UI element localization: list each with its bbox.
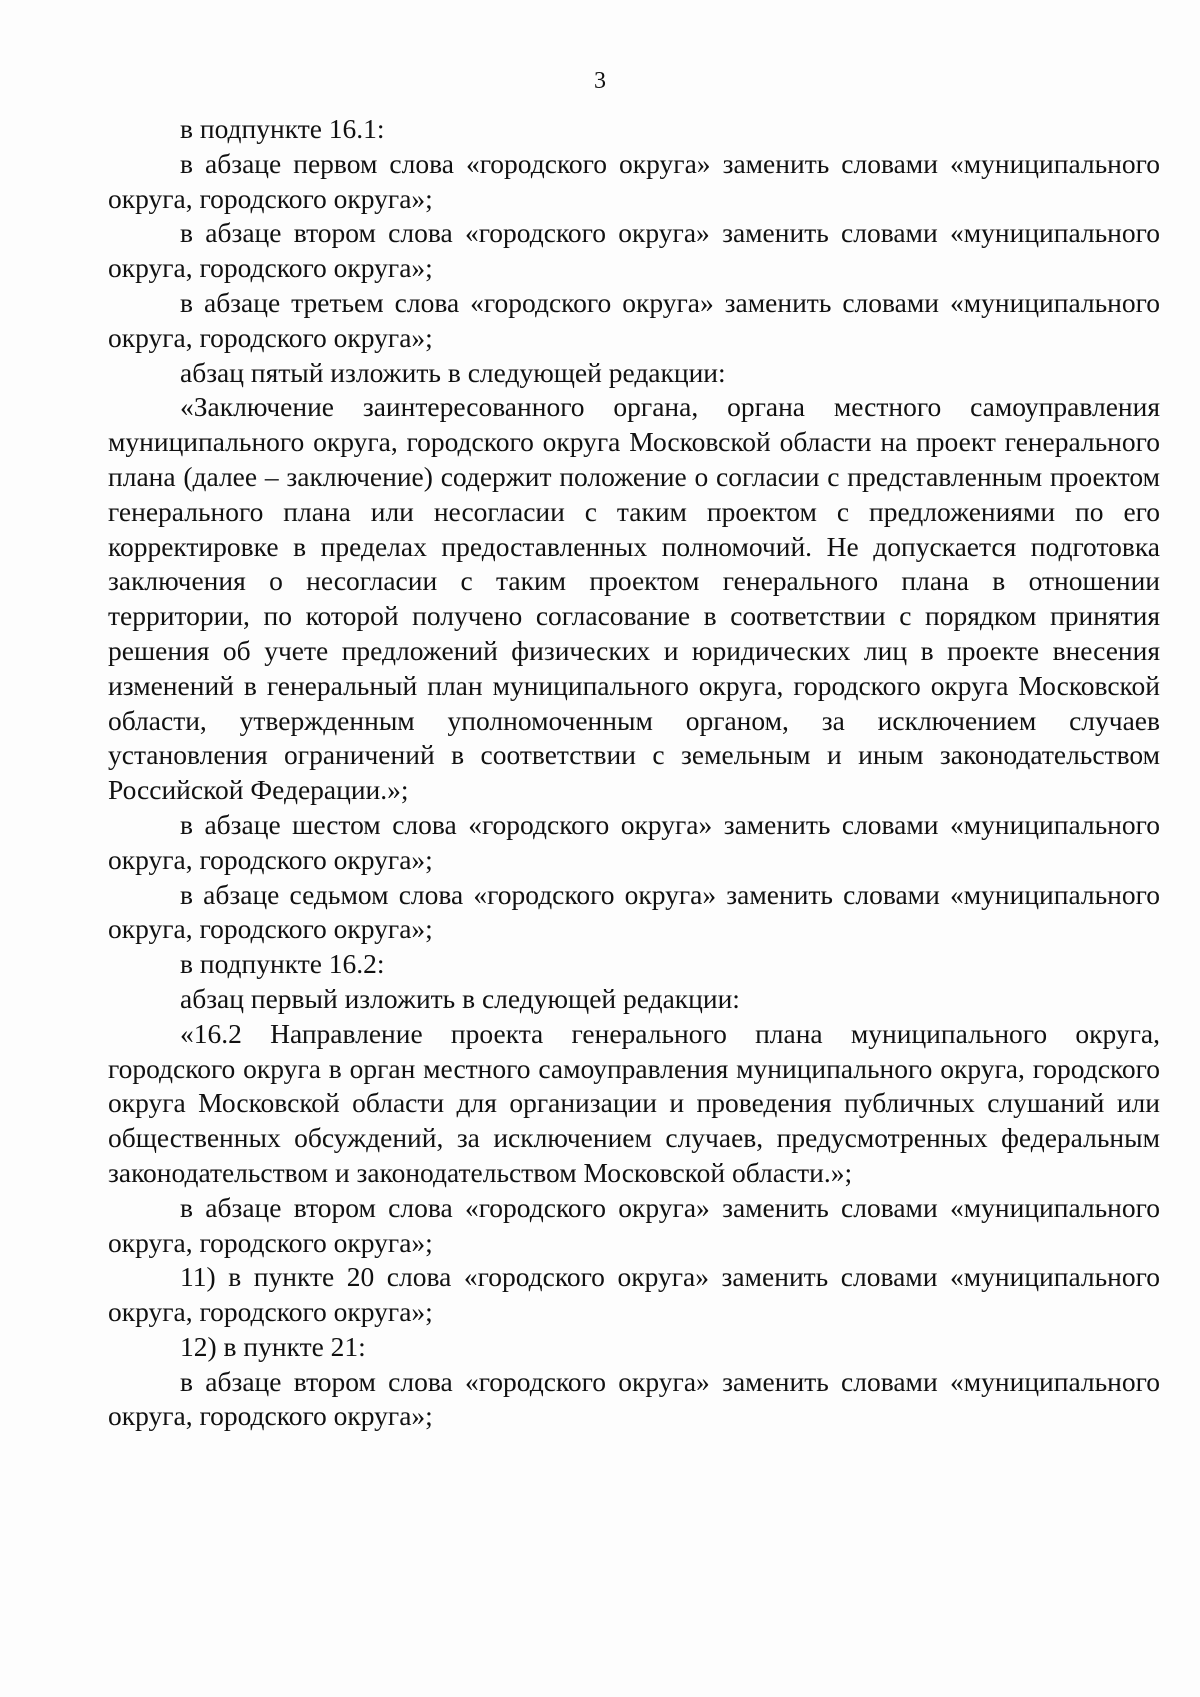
paragraph: в абзаце седьмом слова «городского округа» заменить словами «муниципального округа, городского округа»;	[108, 878, 1160, 945]
paragraph: в абзаце втором слова «городского округа» заменить словами «муниципального округа, городского округа»;	[108, 217, 1160, 284]
paragraph: «16.2 Направление проекта генерального плана муниципального округа, городского округа в орган местного самоуправления муниципального округа, городского округа Московской области для организации и проведения публичных слушаний или общественных обсуждений, за исключением случаев, предусмотренных федеральным законодательством и законодательством Московской области.»;	[108, 1017, 1160, 1188]
paragraph: в подпункте 16.2:	[180, 948, 385, 980]
paragraph: 11) в пункте 20 слова «городского округа» заменить словами «муниципального округа, городского округа»;	[108, 1261, 1160, 1328]
paragraph: в абзаце втором слова «городского округа» заменить словами «муниципального округа, городского округа»;	[108, 1191, 1160, 1258]
paragraph: 12) в пункте 21:	[180, 1330, 366, 1362]
paragraph: «Заключение заинтересованного органа, органа местного самоуправления муниципального округа, городского округа Московской области на проект генерального плана (далее – заключение) содержит положение о согласии с представленным проектом генерального плана или несогласии с таким проектом с предложениями по его корректировке в пределах предоставленных полномочий. Не допускается подготовка заключения о несогласии с таким проектом генерального плана в отношении территории, по которой получено согласование в соответствии с порядком принятия решения об учете предложений физических и юридических лиц в проекте внесения изменений в генеральный план муниципального округа, городского округа Московской области, утвержденным уполномоченным органом, за исключением случаев установления ограничений в соответствии с земельным и иным законодательством Российской Федерации.»;	[108, 391, 1160, 806]
paragraph: в абзаце первом слова «городского округа» заменить словами «муниципального округа, городского округа»;	[108, 147, 1160, 214]
paragraph: в подпункте 16.1:	[180, 113, 385, 144]
paragraph: абзац пятый изложить в следующей редакции:	[180, 356, 726, 388]
paragraph: в абзаце третьем слова «городского округа» заменить словами «муниципального округа, городского округа»;	[108, 286, 1160, 353]
document-body	[108, 112, 1160, 1434]
paragraph: в абзаце шестом слова «городского округа» заменить словами «муниципального округа, городского округа»;	[108, 808, 1160, 875]
page-number: 3	[594, 68, 606, 94]
paragraph: в абзаце втором слова «городского округа» заменить словами «муниципального округа, городского округа»;	[108, 1365, 1160, 1432]
paragraph: абзац первый изложить в следующей редакции:	[180, 982, 740, 1014]
